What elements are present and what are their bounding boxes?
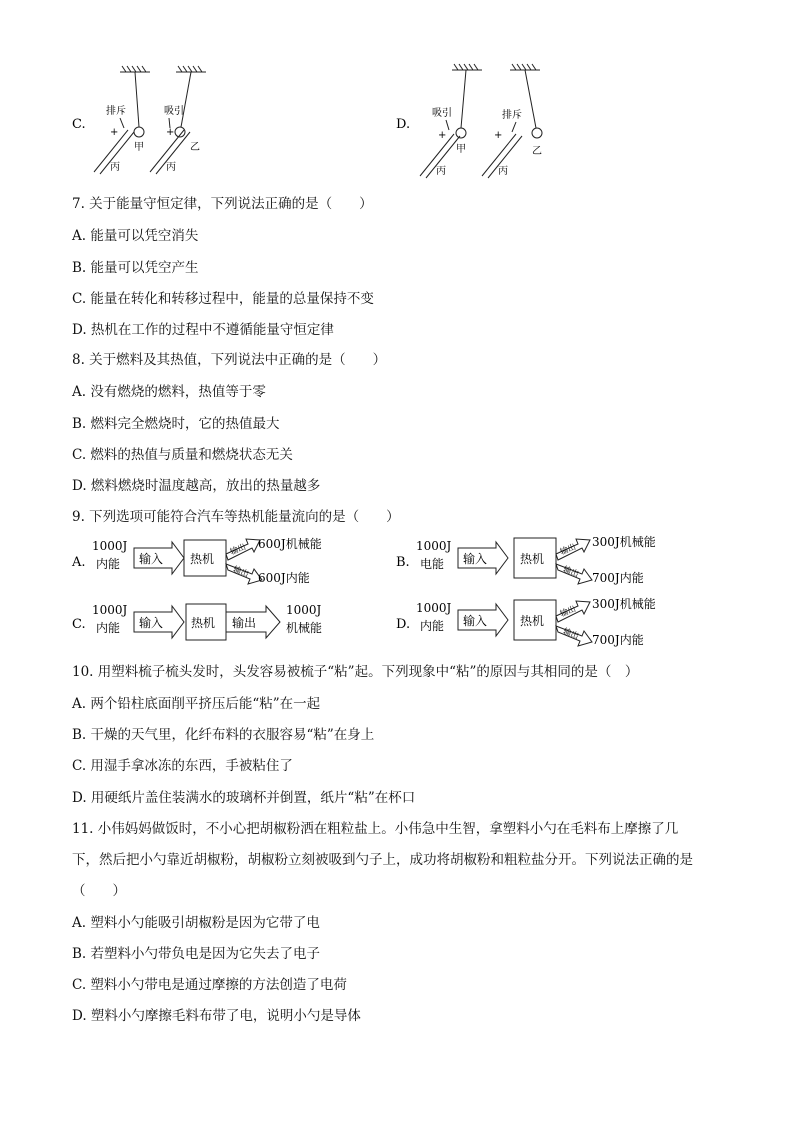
q11-stem-line-2: 下，然后把小勺靠近胡椒粉，胡椒粉立刻被吸到勺子上，成功将胡椒粉和粗粒盐分开。下列说法正确的是: [72, 852, 693, 868]
output-label: 输出: [232, 616, 257, 630]
q7-stem: 7. 关于能量守恒定律，下列说法正确的是（ ）: [72, 196, 373, 212]
q11-option-d[interactable]: D. 塑料小勺摩擦毛料布带了电，说明小勺是导体: [72, 1008, 361, 1024]
q10-option-d[interactable]: D. 用硬纸片盖住装满水的玻璃杯并倒置，纸片“粘”在杯口: [72, 790, 416, 806]
plus-sign: +: [110, 127, 119, 138]
q11-option-a[interactable]: A. 塑料小勺能吸引胡椒粉是因为它带了电: [72, 915, 320, 931]
plus-sign: +: [166, 127, 175, 138]
heat-engine-label: 热机: [190, 552, 215, 566]
q9-diagram-b[interactable]: [392, 532, 692, 594]
input-amount: 1000J: [416, 539, 452, 553]
label-bing: 丙: [166, 162, 176, 173]
heat-engine-label: 热机: [191, 616, 216, 630]
label-repel: 排斥: [502, 110, 522, 121]
label-attract: 吸引: [432, 108, 452, 119]
q8-option-b[interactable]: B. 燃料完全燃烧时，它的热值最大: [72, 416, 280, 432]
q9-diagram-a[interactable]: [68, 532, 368, 594]
q7-option-a[interactable]: A. 能量可以凭空消失: [72, 228, 199, 244]
q8-option-a[interactable]: A. 没有燃烧的燃料，热值等于零: [72, 384, 266, 400]
input-amount: 1000J: [92, 539, 128, 553]
label-jia: 甲: [456, 144, 466, 155]
label-yi: 乙: [532, 146, 542, 157]
output-result-top: 300J机械能: [592, 535, 656, 549]
q9-c-letter: C.: [72, 617, 86, 632]
q11-stem-line-3: （ ）: [72, 883, 126, 899]
heat-engine-label: 热机: [520, 552, 545, 566]
plus-sign: +: [438, 130, 447, 141]
q8-option-c[interactable]: C. 燃料的热值与质量和燃烧状态无关: [72, 447, 293, 463]
input-energy-type: 内能: [96, 621, 121, 635]
label-yi: 乙: [190, 142, 200, 153]
output-result-bottom: 700J内能: [592, 571, 644, 585]
output-result-top: 600J机械能: [258, 537, 322, 551]
q11-option-b[interactable]: B. 若塑料小勺带负电是因为它失去了电子: [72, 946, 321, 962]
input-energy-type: 电能: [420, 557, 445, 571]
q7-option-b[interactable]: B. 能量可以凭空产生: [72, 260, 199, 276]
q10-option-a[interactable]: A. 两个铅柱底面削平挤压后能“粘”在一起: [72, 696, 321, 712]
input-label: 输入: [463, 552, 488, 566]
q8-option-d[interactable]: D. 燃料燃烧时温度越高，放出的热量越多: [72, 478, 321, 494]
output-label: 输出: [228, 542, 248, 557]
q11-stem-line-1: 11. 小伟妈妈做饭时，不小心把胡椒粉洒在粗粒盐上。小伟急中生智，拿塑料小勺在毛料布上摩擦了几: [72, 821, 679, 837]
output-result-amount: 1000J: [286, 603, 322, 617]
q9-stem: 9. 下列选项可能符合汽车等热机能量流向的是（ ）: [72, 509, 400, 525]
output-label: 输出: [558, 542, 578, 557]
ball-jia: [456, 128, 466, 138]
output-result-top: 300J机械能: [592, 597, 656, 611]
ball-jia: [134, 127, 144, 137]
q6-d-letter: D.: [396, 117, 411, 132]
label-bing: 丙: [110, 162, 120, 173]
label-repel: 排斥: [106, 106, 126, 117]
output-label: 输出: [558, 604, 578, 619]
output-label: 输出: [231, 564, 251, 579]
output-result-bottom: 700J内能: [592, 633, 644, 647]
q10-option-c[interactable]: C. 用湿手拿冰冻的东西，手被粘住了: [72, 758, 293, 774]
output-label: 输出: [561, 626, 581, 641]
plus-sign: +: [494, 130, 503, 141]
input-label: 输入: [139, 616, 164, 630]
q9-a-letter: A.: [72, 555, 86, 570]
output-result-bottom: 600J内能: [258, 571, 310, 585]
label-jia: 甲: [134, 142, 144, 153]
output-result-type: 机械能: [286, 621, 323, 635]
q10-stem: 10. 用塑料梳子梳头发时，头发容易被梳子“粘”起。下列现象中“粘”的原因与其相同的是（ ）: [72, 664, 639, 680]
q9-diagram-c[interactable]: [68, 600, 368, 650]
label-bing: 丙: [498, 166, 508, 177]
input-label: 输入: [463, 614, 488, 628]
label-bing: 丙: [436, 166, 446, 177]
ball-yi: [532, 128, 542, 138]
q9-diagram-d[interactable]: [392, 594, 692, 652]
q9-b-letter: B.: [396, 555, 410, 570]
q8-stem: 8. 关于燃料及其热值，下列说法中正确的是（ ）: [72, 352, 387, 368]
input-amount: 1000J: [92, 603, 128, 617]
q7-option-c[interactable]: C. 能量在转化和转移过程中，能量的总量保持不变: [72, 291, 374, 307]
q9-d-letter: D.: [396, 617, 411, 632]
input-energy-type: 内能: [96, 557, 121, 571]
label-attract: 吸引: [164, 106, 184, 117]
q6-figure-c: [66, 62, 216, 182]
q10-option-b[interactable]: B. 干燥的天气里，化纤布料的衣服容易“粘”在身上: [72, 727, 375, 743]
q6-c-letter: C.: [72, 117, 86, 132]
output-label: 输出: [561, 564, 581, 579]
input-amount: 1000J: [416, 601, 452, 615]
input-energy-type: 内能: [420, 619, 445, 633]
heat-engine-label: 热机: [520, 614, 545, 628]
q7-option-d[interactable]: D. 热机在工作的过程中不遵循能量守恒定律: [72, 322, 334, 338]
q6-figure-d: [390, 62, 560, 187]
input-label: 输入: [139, 552, 164, 566]
q11-option-c[interactable]: C. 塑料小勺带电是通过摩擦的方法创造了电荷: [72, 977, 347, 993]
